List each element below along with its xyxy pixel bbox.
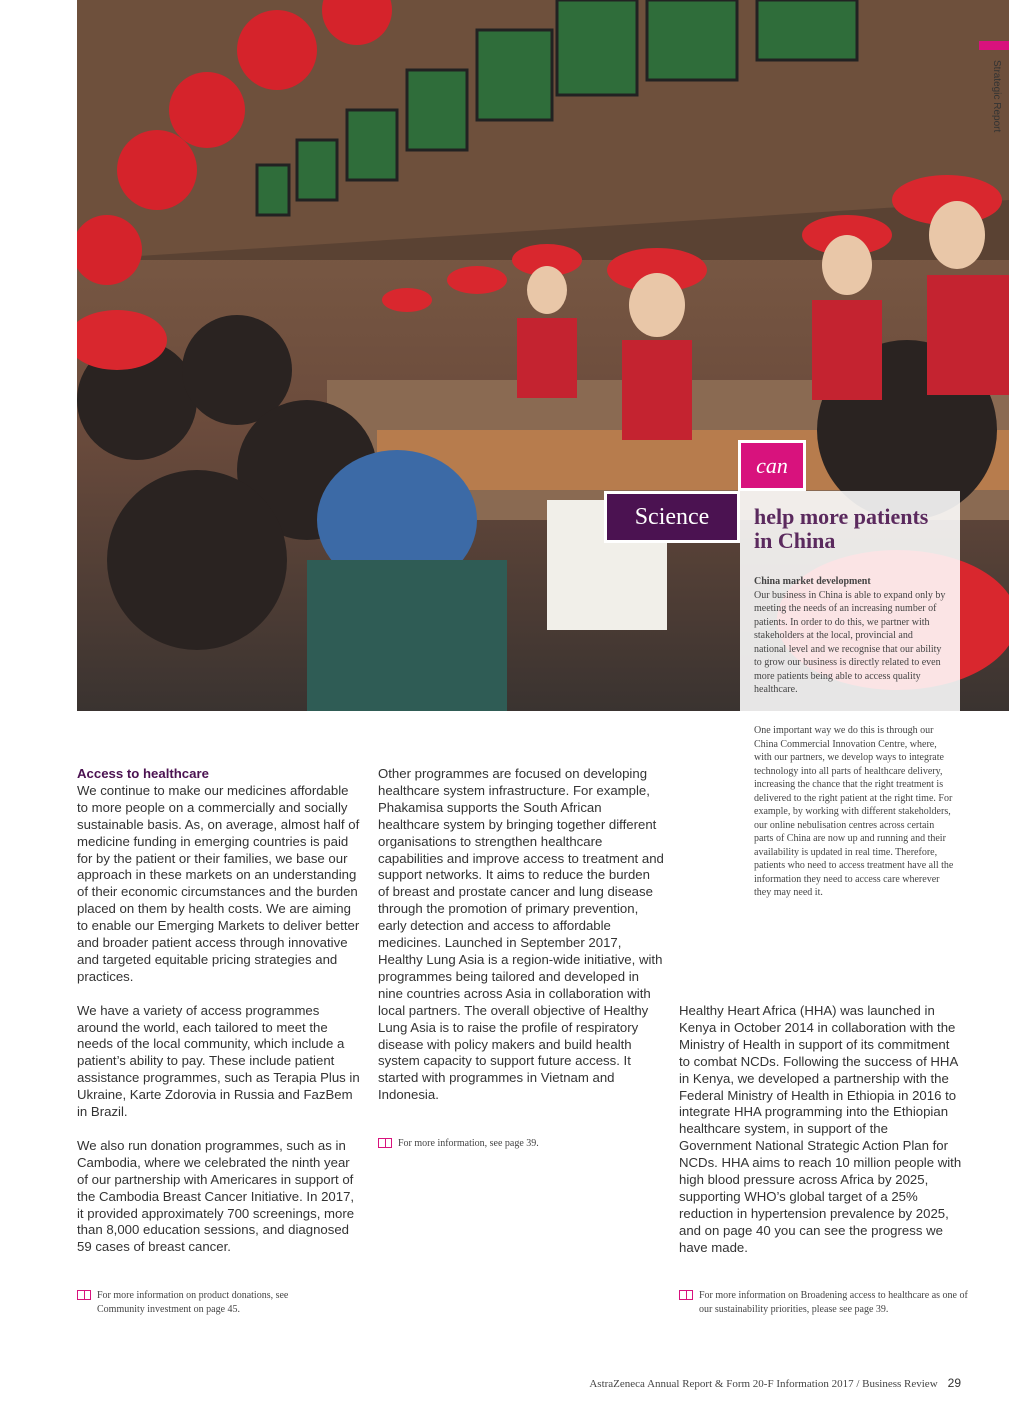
feature-body: One important way we do this is through our China Commercial Innovation Centre, where, with our partners, we develop ways to integrate technology into all parts of healthcare delivery, increasing the chance that the right treatment is delivered to the right patient at the right time. For example, by working with different stakeholders, our online nebulisation centres across certain parts of China are now up and running and their availability is updated in real time. Therefore, patients who need to access treatment have all the information they need to access care wherever they may need it. (754, 725, 954, 898)
feature-intro: Our business in China is able to expand only by meeting the needs of an increasing number of patients. In order to do this, we partner with stakeholders at the local, provincial and national level and we recognise that our ability to grow our business is directly related to even more patients being able to access quality healthcare. (754, 589, 946, 695)
book-icon (77, 1290, 91, 1300)
col1-paragraph-3: We also run donation programmes, such as in Cambodia, where we celebrated the ninth year of our partnership with Americares in support of the Cambodia Breast Cancer Initiative. In 2017, it provided approximately 700 screenings, more than 8,000 education sessions, and diagnosed 59 cases of breast cancer. (77, 1137, 355, 1255)
headline-panel (740, 491, 960, 711)
col3-note-text: For more information on Broadening access to healthcare as one of our sustainability priorities, please see page 39. (699, 1290, 968, 1315)
col3-paragraph-1: Healthy Heart Africa (HHA) was launched in Kenya in October 2014 in collaboration with the Ministry of Health in support of its commitment to combat NCDs. Following the success of HHA in Kenya, we developed a partnership with the Federal Ministry of Health in Ethiopia in 2016 to integrate HHA programming into the Ethiopian healthcare system, in support of the Government National Strategic Action Plan for NCDs. HHA aims to reach 10 million people with high blood pressure across Africa by 2025, supporting WHO’s global target of a 25% reduction in hypertension prevalence by 2025, and on page 40 you can see the progress we have made. (679, 1003, 962, 1255)
col3-note[interactable] (679, 1289, 979, 1317)
page-number: 29 (947, 1376, 961, 1390)
book-icon (679, 1290, 693, 1300)
col2-note-text: For more information, see page 39. (398, 1138, 539, 1149)
col1-note-text: For more information on product donations, see Community investment on page 45. (97, 1290, 289, 1315)
column-2 (378, 766, 664, 1121)
headline: help more patients in China (754, 504, 929, 553)
column-1 (77, 766, 363, 1273)
col1-paragraph-2: We have a variety of access programmes around the world, each tailored to meet the needs of the local community, which include a patient’s ability to pay. These include patient assistance programmes, such as Terapia Plus in Ukraine, Karte Zdorovia in Russia and FazBem in Brazil. (77, 1002, 360, 1120)
col1-paragraph-1: We continue to make our medicines affordable to more people on a commercially and socially sustainable basis. As, on average, almost half of medicine funding in emerging countries is paid for by the patient or their families, we base our approach in these markets on an understanding of their economic circumstances and the burden placed on them by health costs. We are aiming to enable our Emerging Markets to deliver better and broader patient access through innovative and targeted equitable pricing strategies and practices. (77, 782, 360, 984)
can-label-box: can (738, 440, 806, 491)
column-3 (679, 1003, 964, 1273)
section-label: Strategic Report (991, 60, 1002, 133)
science-label-box: Science (604, 491, 740, 543)
col1-note[interactable] (77, 1289, 327, 1317)
col2-paragraph-1: Other programmes are focused on developing healthcare system infrastructure. For example, Phakamisa supports the South African healthcare system by bringing together different organisations to strengthen healthcare capabilities and improve access to treatment and support networks. It aims to reduce the burden of breast and prostate cancer and lung disease through the promotion of primary prevention, early detection and access to affordable medicines. Launched in September 2017, Healthy Lung Asia is a region-wide initiative, with programmes being tailored and developed in nine countries across Asia in collaboration with local partners. The overall objective of Healthy Lung Asia is to raise the profile of respiratory disease with policy makers and build health system capacity to support future access. It started with programmes in Vietnam and Indonesia. (378, 766, 664, 1103)
section-heading: Access to healthcare (77, 766, 209, 781)
page-footer (589, 1376, 961, 1390)
footer-text: AstraZeneca Annual Report & Form 20-F Information 2017 / Business Review (589, 1378, 938, 1390)
section-tab-marker (979, 41, 1009, 50)
col2-note[interactable] (378, 1137, 658, 1151)
book-icon (378, 1138, 392, 1148)
feature-subheading: China market development (754, 576, 871, 587)
